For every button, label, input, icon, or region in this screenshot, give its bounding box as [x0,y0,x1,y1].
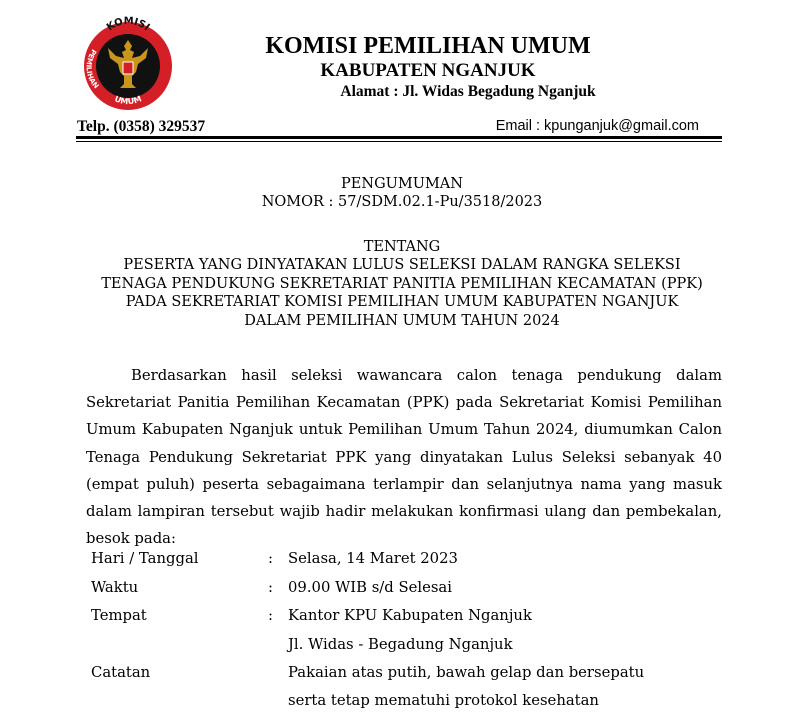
announcement-title: PENGUMUMAN [341,176,463,192]
detail-value-note-cont: serta tetap mematuhi protokol kesehatan [288,692,599,709]
shield-icon [123,62,133,74]
emblem-text-bottom: UMUM [113,94,143,107]
letterhead-divider-thick [76,136,722,139]
phone-number: Telp. (0358) 329537 [77,118,206,135]
body-paragraph: Berdasarkan hasil seleksi wawancara calon tenaga pendukung dalam Sekretariat Panitia Pemilihan Kecamatan (PPK) pada Sekretariat Komisi Pemilihan Umum Kabupaten Nganjuk untuk Pemilihan Umum Tahun 2024, diumumkan Calon Tenaga Pendukung Sekretariat PPK yang dinyatakan Lulus Seleksi sebanyak 40 (empat puluh) peserta sebagaimana terlampir dan selanjutnya nama yang masuk dalam lampiran tersebut wajib hadir melakukan konfirmasi ulang dan pembekalan, besok pada: [86,367,722,548]
detail-label-date: Hari / Tanggal [91,550,199,567]
subject-line: TENAGA PENDUKUNG SEKRETARIAT PANITIA PEMILIHAN KECAMATAN (PPK) [101,276,703,292]
detail-colon: : [268,550,273,567]
detail-label-note: Catatan [91,664,151,681]
email-address: Email : kpunganjuk@gmail.com [495,118,699,134]
detail-colon: : [268,607,273,624]
detail-value-place: Kantor KPU Kabupaten Nganjuk [288,607,532,624]
letterhead-divider-thin [76,141,722,142]
subject-line: PADA SEKRETARIAT KOMISI PEMILIHAN UMUM KABUPATEN NGANJUK [125,294,679,310]
subject-line: PESERTA YANG DINYATAKAN LULUS SELEKSI DALAM RANGKA SELEKSI [123,257,681,273]
org-address: Alamat : Jl. Widas Begadung Nganjuk [340,83,596,100]
announcement-number: NOMOR : 57/SDM.02.1-Pu/3518/2023 [261,194,543,210]
org-name: KOMISI PEMILIHAN UMUM [265,33,591,59]
emblem-text-left: PEMILIHAN [84,47,101,91]
detail-value-date: Selasa, 14 Maret 2023 [288,550,458,567]
detail-label-time: Waktu [91,579,139,596]
emblem-text-top: KOMISI [104,15,152,34]
detail-colon: : [268,579,273,596]
detail-value-place-address: Jl. Widas - Begadung Nganjuk [288,636,513,653]
subject-line: DALAM PEMILIHAN UMUM TAHUN 2024 [244,313,560,329]
detail-value-note: Pakaian atas putih, bawah gelap dan bersepatu [288,664,645,681]
detail-label-place: Tempat [91,607,147,624]
kpu-emblem-icon [78,12,178,112]
announcement-about: TENTANG [363,239,441,255]
org-subtitle: KABUPATEN NGANJUK [320,60,536,81]
detail-value-time: 09.00 WIB s/d Selesai [288,579,452,596]
